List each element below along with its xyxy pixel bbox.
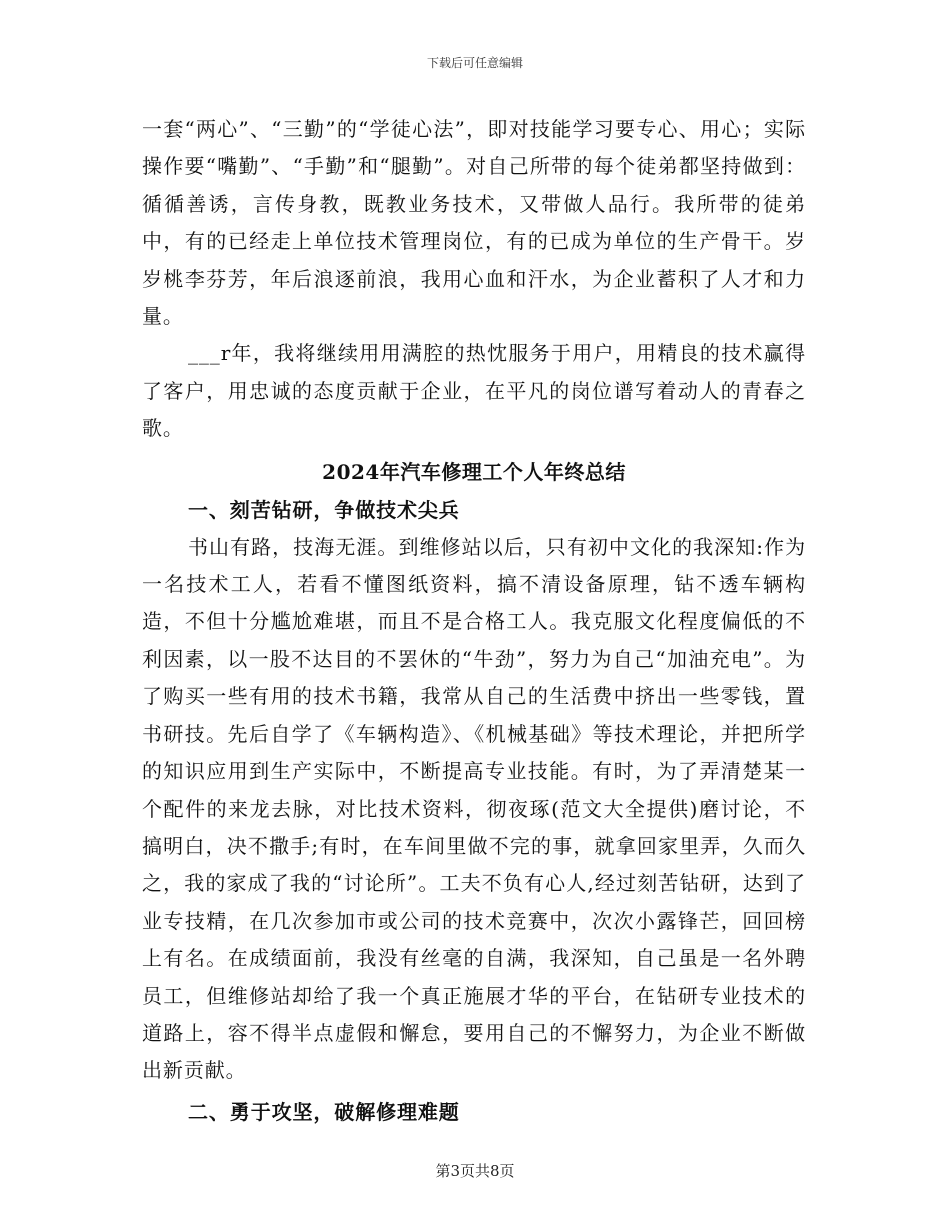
document-body xyxy=(142,111,806,1131)
page-header-note: 下载后可任意编辑 xyxy=(426,56,523,70)
page-number: 第3页共8页 xyxy=(435,1162,515,1180)
paragraph-closing: ___r年，我将继续用用满腔的热忱服务于用户，用精良的技术赢得了客户，用忠诚的态度贡献于企业，在平凡的岗位谱写着动人的青春之歌。 xyxy=(142,341,806,441)
section-1-paragraph: 书山有路，技海无涯。到维修站以后，只有初中文化的我深知:作为一名技术工人，若看不懂图纸资料，搞不清设备原理，钻不透车辆构造，不但十分尴尬难堪，而且不是合格工人。我克服文化程度偏低的不利因素，以一股不达目的不罢休的“牛劲”，努力为自己“加油充电”。为了购买一些有用的技术书籍，我常从自己的生活费中挤出一些零钱，置书研技。先后自学了《车辆构造》、《机械基础》等技术理论，并把所学的知识应用到生产实际中，不断提高专业技能。有时，为了弄清楚某一个配件的来龙去脉，对比技术资料，彻夜琢(范文大全提供)磨讨论，不搞明白，决不撒手;有时，在车间里做不完的事，就拿回家里弄，久而久之，我的家成了我的“讨论所”。工夫不负有心人,经过刻苦钻研，达到了业专技精，在几次参加市或公司的技术竞赛中，次次小露锋芒，回回榜上有名。在成绩面前，我没有丝毫的自满，我深知，自己虽是一名外聘员工，但维修站却给了我一个真正施展才华的平台，在钻研专业技术的道路上，容不得半点虚假和懈怠，要用自己的不懈努力，为企业不断做出新贡献。 xyxy=(142,534,806,1083)
document-title: 2024年汽车修理工个人年终总结 xyxy=(322,459,626,484)
section-heading-2: 二、勇于攻坚，破解修理难题 xyxy=(188,1099,460,1124)
paragraph-continuation: 一套“两心”、“三勤”的“学徒心法”，即对技能学习要专心、用心；实际操作要“嘴勤”、“手勤”和“腿勤”。对自己所带的每个徒弟都坚持做到：循循善诱，言传身教，既教业务技术，又带做人品行。我所带的徒弟中，有的已经走上单位技术管理岗位，有的已成为单位的生产骨干。岁岁桃李芬芳，年后浪逐前浪，我用心血和汗水，为企业蓄积了人才和力量。 xyxy=(142,117,806,329)
section-heading-1: 一、刻苦钻研，争做技术尖兵 xyxy=(188,497,460,522)
